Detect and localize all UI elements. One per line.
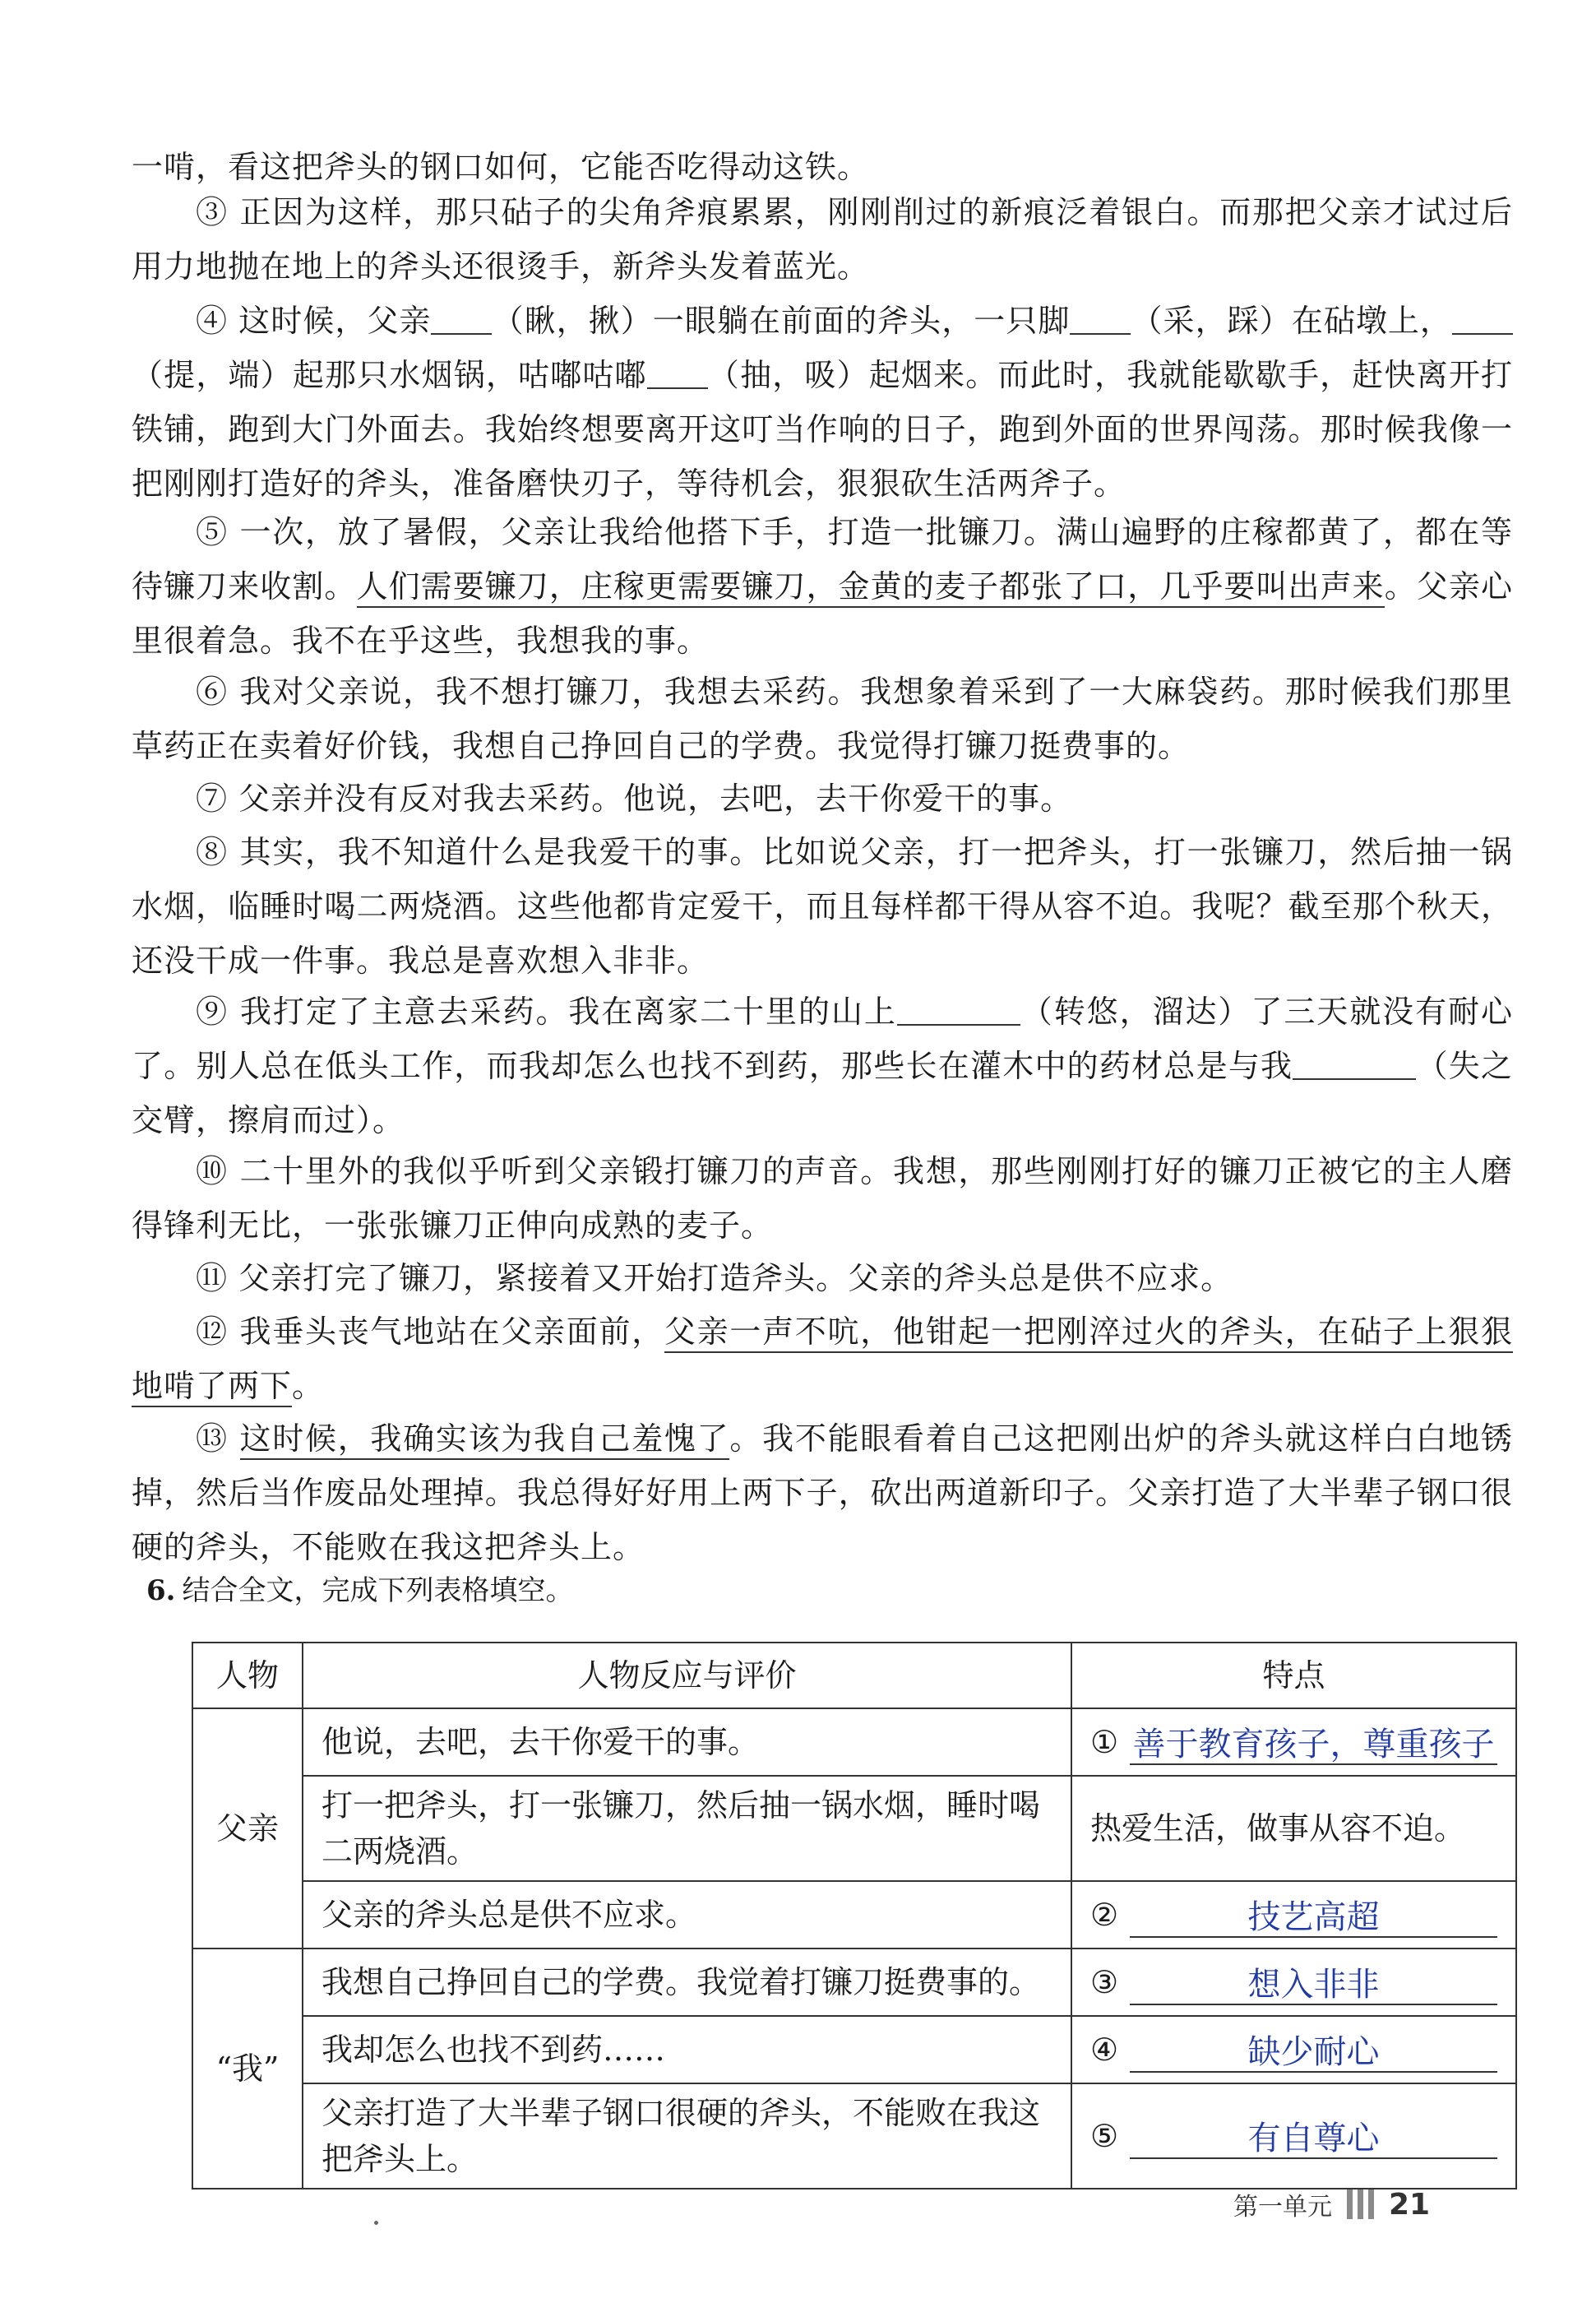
underlined-sentence-3: 这时候，我确实该为我自己羞愧了 xyxy=(240,1420,730,1460)
fill-blank-5[interactable] xyxy=(897,999,1020,1026)
question-number: 6. xyxy=(146,1574,176,1607)
answer-2[interactable]: 技艺高超 xyxy=(1130,1898,1497,1938)
table-row xyxy=(192,1881,1516,1949)
page-footer xyxy=(1233,2186,1430,2222)
paragraph-9: ⑨ 我打定了主意去采药。我在离家二十里的山上 （转悠，溜达）了三天就没有耐心了。别人总在低头工作，而我却怎么也找不到药，那些长在灌木中的药材总是与我 （失之交臂，擦肩而过）。 xyxy=(132,994,1513,1138)
fill-blank-1[interactable] xyxy=(431,308,492,335)
paragraph-5: ⑤ 一次，放了暑假，父亲让我给他搭下手，打造一批镰刀。满山遍野的庄稼都黄了，都在等待镰刀来收割。人们需要镰刀，庄稼更需要镰刀，金黄的麦子都张了口，几乎要叫出声来。父亲心里很着急。我不在乎这些，我想我的事。 xyxy=(132,514,1513,659)
paragraph-10: ⑩ 二十里外的我似乎听到父亲锻打镰刀的声音。我想，那些刚刚打好的镰刀正被它的主人磨得锋利无比，一张张镰刀正伸向成熟的麦子。 xyxy=(132,1153,1513,1244)
person-father: 父亲 xyxy=(192,1708,303,1949)
reaction-cell: 父亲的斧头总是供不应求。 xyxy=(303,1881,1071,1949)
table-row xyxy=(192,2083,1516,2189)
paragraph-8: ⑧ 其实，我不知道什么是我爱干的事。比如说父亲，打一把斧头，打一张镰刀，然后抽一锅水烟，临睡时喝二两烧酒。这些他都肯定爱干，而且每样都干得从容不迫。我呢？截至那个秋天，还没干成一件事。我总是喜欢想入非非。 xyxy=(132,834,1513,979)
header-person: 人物 xyxy=(192,1643,303,1708)
paragraph-7: ⑦ 父亲并没有反对我去采药。他说，去吧，去干你爱干的事。 xyxy=(196,781,1073,817)
paragraph-11: ⑪ 父亲打完了镰刀，紧接着又开始打造斧头。父亲的斧头总是供不应求。 xyxy=(196,1260,1233,1296)
paragraph-3: ③ 正因为这样，那只砧子的尖角斧痕累累，刚刚削过的新痕泛着银白。而那把父亲才试过后用力地抛在地上的斧头还很烫手，新斧头发着蓝光。 xyxy=(132,194,1513,285)
paragraph-13: ⑬ 这时候，我确实该为我自己羞愧了。我不能眼看着自己这把刚出炉的斧头就这样白白地锈掉，然后当作废品处理掉。我总得好好用上两下子，砍出两道新印子。父亲打造了大半辈子钢口很硬的斧头，不能败在我这把斧头上。 xyxy=(132,1420,1513,1565)
table-row xyxy=(192,2016,1516,2083)
answer-4[interactable]: 缺少耐心 xyxy=(1130,2033,1497,2073)
question-6 xyxy=(146,1568,574,1608)
trait-cell[interactable]: ② 技艺高超 xyxy=(1071,1881,1516,1949)
paragraph-4: ④ 这时候，父亲 （瞅，揪）一眼躺在前面的斧头，一只脚 （采，踩）在砧墩上，（提，端）起那只水烟锅，咕嘟咕嘟 （抽，吸）起烟来。而此时，我就能歇歇手，赶快离开打铁铺，跑到大门外面去。我始终想要离开这叮当作响的日子，跑到外面的世界闯荡。那时候我像一把刚刚打造好的斧头，准备磨快刃子，等待机会，狠狠砍生活两斧子。 xyxy=(132,303,1513,502)
footer-bars-icon xyxy=(1347,2189,1374,2219)
underlined-sentence-1: 人们需要镰刀，庄稼更需要镰刀，金黄的麦子都张了口，几乎要叫出声来 xyxy=(357,568,1385,608)
question-text: 结合全文，完成下列表格填空。 xyxy=(182,1574,574,1607)
answer-1[interactable]: 善于教育孩子，尊重孩子 xyxy=(1130,1726,1497,1765)
trait-cell[interactable]: ① 善于教育孩子，尊重孩子 xyxy=(1071,1708,1516,1776)
table-row xyxy=(192,1776,1516,1881)
header-trait: 特点 xyxy=(1071,1643,1516,1708)
reaction-cell: 我却怎么也找不到药…… xyxy=(303,2016,1071,2083)
page-number: 21 xyxy=(1389,2187,1431,2222)
trait-cell[interactable]: ③ 想入非非 xyxy=(1071,1949,1516,2016)
trait-cell[interactable]: ⑤ 有自尊心 xyxy=(1071,2083,1516,2189)
fill-blank-2[interactable] xyxy=(1070,308,1131,335)
answer-5[interactable]: 有自尊心 xyxy=(1130,2120,1497,2159)
paragraph-12: ⑫ 我垂头丧气地站在父亲面前，父亲一声不吭，他钳起一把刚淬过火的斧头，在砧子上狠狠地啃了两下。 xyxy=(132,1304,1513,1413)
reaction-cell: 他说，去吧，去干你爱干的事。 xyxy=(303,1708,1071,1776)
table-row xyxy=(192,1949,1516,2016)
paragraph-continuation: 一啃，看这把斧头的钢口如何，它能否吃得动这铁。 xyxy=(132,149,870,185)
trait-cell[interactable]: ④ 缺少耐心 xyxy=(1071,2016,1516,2083)
fill-blank-6[interactable] xyxy=(1293,1054,1416,1080)
reaction-cell: 打一把斧头，打一张镰刀，然后抽一锅水烟，睡时喝二两烧酒。 xyxy=(303,1776,1071,1881)
person-me: “我” xyxy=(192,1949,303,2189)
reaction-cell: 我想自己挣回自己的学费。我觉着打镰刀挺费事的。 xyxy=(303,1949,1071,2016)
answer-3[interactable]: 想入非非 xyxy=(1130,1966,1497,2005)
table-header-row xyxy=(192,1643,1516,1708)
table-row xyxy=(192,1708,1516,1776)
fill-blank-3[interactable] xyxy=(1452,308,1513,335)
header-reaction: 人物反应与评价 xyxy=(303,1643,1071,1708)
fill-blank-4[interactable] xyxy=(647,363,708,389)
trait-cell-fixed: 热爱生活，做事从容不迫。 xyxy=(1071,1776,1516,1881)
stray-mark xyxy=(374,2221,378,2225)
underlined-sentence-2: 父亲一声不吭，他钳起一把刚淬过火的斧头，在砧子上狠狠地啃了两下 xyxy=(132,1314,1513,1407)
reaction-cell: 父亲打造了大半辈子钢口很硬的斧头，不能败在我这把斧头上。 xyxy=(303,2083,1071,2189)
paragraph-6: ⑥ 我对父亲说，我不想打镰刀，我想去采药。我想象着采到了一大麻袋药。那时候我们那里草药正在卖着好价钱，我想自己挣回自己的学费。我觉得打镰刀挺费事的。 xyxy=(132,674,1513,764)
unit-label: 第一单元 xyxy=(1233,2193,1332,2222)
answer-table xyxy=(192,1642,1517,2189)
